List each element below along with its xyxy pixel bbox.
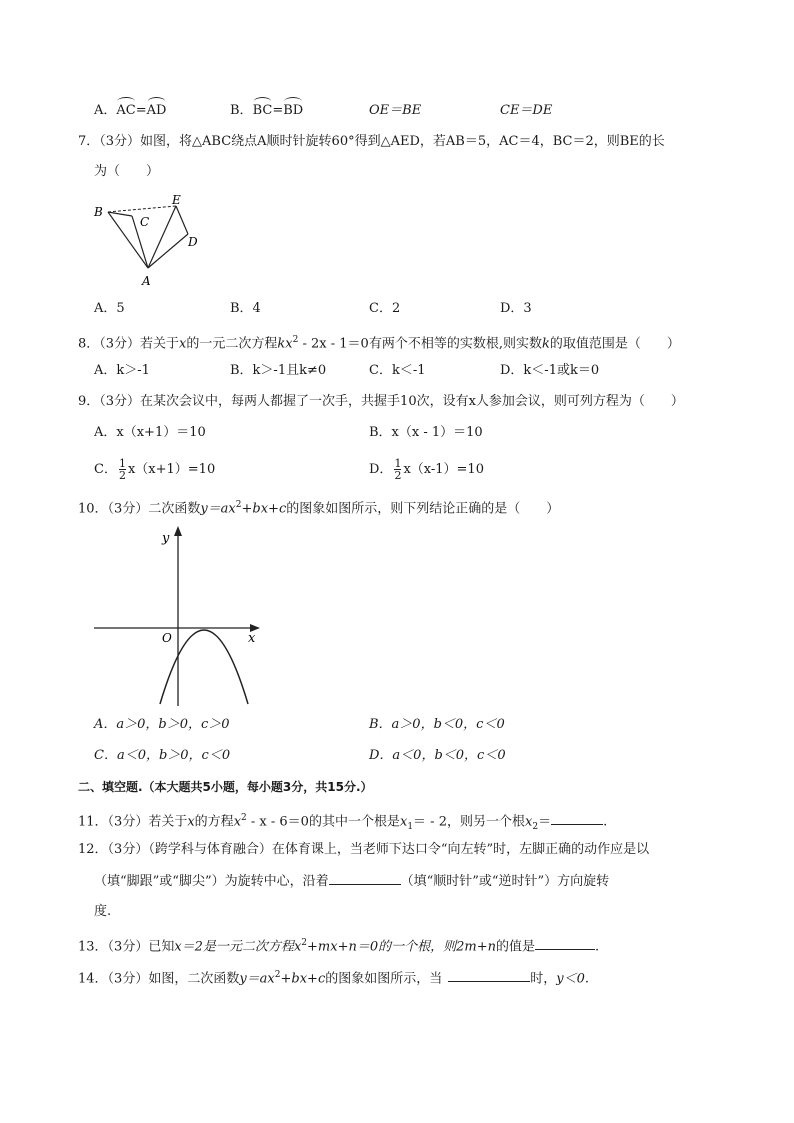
q7-option-b: B．4	[230, 301, 261, 316]
q11-root1: x	[399, 814, 408, 830]
q14-function-rest: +bx+c	[280, 971, 326, 987]
y-axis-arrow-icon	[174, 526, 182, 536]
arc-bc: BC	[252, 103, 273, 118]
q13-text: 的值是	[495, 939, 535, 955]
section-2-title: 二、填空题.（本大题共5小题，每小题3分，共15分.）	[78, 780, 373, 794]
q8-text: 8．（3分）若关于	[78, 336, 180, 352]
q8-option-a: A．k＞-1	[94, 363, 150, 378]
q10-text: 10．（3分）二次函数	[78, 501, 201, 517]
label-a: A	[142, 274, 151, 288]
q12-stem-line2	[94, 872, 609, 891]
q11-text: ＝	[538, 814, 552, 830]
exponent: 2	[301, 938, 308, 948]
segment-be-dashed	[108, 206, 176, 212]
q14-text: 时，	[530, 971, 557, 987]
axis-label-y: y	[162, 531, 170, 546]
q13-equation-rest: +mx+n＝0的一个根，则	[307, 939, 457, 955]
q14-function: y＝ax	[239, 971, 275, 987]
q10-option-c: C．a＜0，b＞0，c＜0	[94, 748, 231, 763]
q7-option-c: C．2	[369, 301, 401, 316]
option-label: D．	[369, 462, 393, 477]
q13-stem	[78, 934, 599, 956]
q7-stem-line1: 7．（3分）如图，将△ABC绕点A顺时针旋转60°得到△AED，若AB＝5，AC＝4，BC＝2，则BE的长	[78, 134, 665, 149]
q8-stem	[78, 331, 680, 353]
q8-option-b: B．k＞-1且k≠0	[230, 363, 327, 378]
option-label: B．	[230, 103, 253, 118]
q11-equation-rest: - x - 6＝0的其中一个根是	[246, 814, 400, 830]
axis-label-x: x	[248, 631, 256, 646]
q7-stem-line2: 为（ ）	[94, 164, 160, 179]
q11-answer-blank[interactable]	[551, 812, 603, 825]
option-text: x（x-1）=10	[403, 462, 484, 477]
q10-stem	[78, 496, 559, 518]
fraction-one-half	[394, 458, 401, 481]
segment-bc	[108, 212, 132, 216]
subscript: 2	[532, 821, 539, 832]
numerator: 1	[394, 457, 402, 470]
numerator: 1	[118, 457, 126, 470]
option-label: A．	[94, 103, 117, 118]
label-d: D	[188, 235, 198, 249]
label-c: C	[140, 215, 150, 229]
q10-text: 的图象如图所示，则下列结论正确的是（ ）	[286, 501, 560, 517]
q7-rotation-figure	[90, 192, 208, 288]
q12-answer-blank[interactable]	[329, 872, 401, 885]
q10-parabola-graph	[92, 522, 264, 708]
equals-sign: =	[135, 103, 147, 118]
denominator: 2	[118, 469, 126, 482]
q12-stem-line3: 度.	[94, 904, 112, 919]
q8-var-x: x	[179, 336, 187, 352]
denominator: 2	[394, 469, 402, 482]
q9-option-a: A．x（x+1）＝10	[94, 425, 206, 440]
q13-equation: x	[293, 939, 302, 955]
q12-text: （填“脚跟”或“脚尖”）为旋转中心，沿着	[94, 874, 329, 889]
q8-option-c: C．k＜-1	[369, 363, 426, 378]
q14-text: 14．（3分）如图，二次函数	[78, 971, 240, 987]
q6-option-c: OE＝BE	[369, 103, 422, 118]
q10-function: y＝ax	[200, 501, 236, 517]
origin-label: O	[162, 631, 172, 645]
q11-text: 11．（3分）若关于	[78, 814, 188, 830]
q7-option-a: A．5	[94, 301, 125, 316]
q9-stem: 9．（3分）在某次会议中，每两人都握了一次手，共握手10次，设有x人参加会议，则可列方程为（ ）	[78, 394, 684, 409]
q13-condition: x＝2是一元二次方程	[174, 939, 294, 955]
q8-equation: kx	[277, 336, 293, 352]
option-text: x（x+1）=10	[127, 462, 216, 477]
q10-option-a: A．a＞0，b＞0，c＞0	[94, 717, 230, 732]
q11-text: ＝ - 2，则另一个根	[413, 814, 525, 830]
q14-text: y＜0.	[556, 971, 590, 987]
q8-text: 的一元二次方程	[186, 336, 278, 352]
q10-option-d: D．a＜0，b＜0，c＜0	[369, 748, 506, 763]
q11-stem	[78, 809, 607, 836]
q10-option-b: B．a＞0，b＜0，c＜0	[369, 717, 505, 732]
segment-ae	[148, 206, 176, 268]
q9-option-d	[369, 458, 484, 481]
arc-bd: BD	[283, 103, 304, 118]
q10-function-rest: +bx+c	[241, 501, 287, 517]
fraction-one-half	[119, 458, 126, 481]
q11-root2: x	[524, 814, 533, 830]
q14-text: 的图象如图所示，当	[325, 971, 443, 987]
q11-text: .	[603, 814, 608, 830]
equals-sign: =	[272, 103, 284, 118]
subscript: 1	[407, 821, 414, 832]
q13-expression: 2m+n	[456, 939, 496, 955]
q11-text: 的方程	[194, 814, 234, 830]
q13-answer-blank[interactable]	[535, 937, 595, 950]
q8-var-k: k	[541, 336, 550, 352]
q9-option-b: B．x（x - 1）＝10	[369, 425, 483, 440]
segment-ed	[176, 206, 188, 234]
exponent: 2	[274, 970, 281, 980]
q8-text: 的取值范围是（ ）	[549, 336, 680, 352]
exponent: 2	[241, 813, 247, 823]
q14-answer-blank[interactable]	[448, 969, 530, 982]
q12-text: （填“顺时针”或“逆时针”）方向旋转	[400, 874, 610, 889]
q14-stem	[78, 966, 589, 988]
q7-option-d: D．3	[500, 301, 532, 316]
label-b: B	[94, 205, 103, 219]
q8-option-d: D．k＜-1或k＝0	[500, 363, 600, 378]
exponent: 2	[292, 335, 299, 345]
arc-ac: AC	[116, 103, 136, 118]
arc-ad: AD	[146, 103, 167, 118]
q6-option-b	[230, 102, 303, 120]
parabola-curve	[160, 630, 248, 704]
q9-option-c	[94, 458, 215, 481]
label-e: E	[172, 193, 181, 207]
q12-stem-line1: 12．（3分）（跨学科与体育融合）在体育课上，当老师下达口令“向左转”时，左脚正确的动作应是以	[78, 842, 650, 857]
q8-equation-rest: - 2x - 1＝0有两个不相等的实数根,则实数	[298, 336, 542, 352]
q13-text: .	[595, 939, 600, 955]
q13-text: 13．（3分）已知	[78, 939, 175, 955]
q6-option-a	[94, 102, 166, 120]
q11-var-x: x	[187, 814, 195, 830]
q6-option-d: CE＝DE	[500, 103, 553, 118]
q11-equation: x	[233, 814, 242, 830]
exponent: 2	[235, 500, 242, 510]
option-label: C．	[94, 462, 117, 477]
segment-da	[148, 234, 188, 268]
